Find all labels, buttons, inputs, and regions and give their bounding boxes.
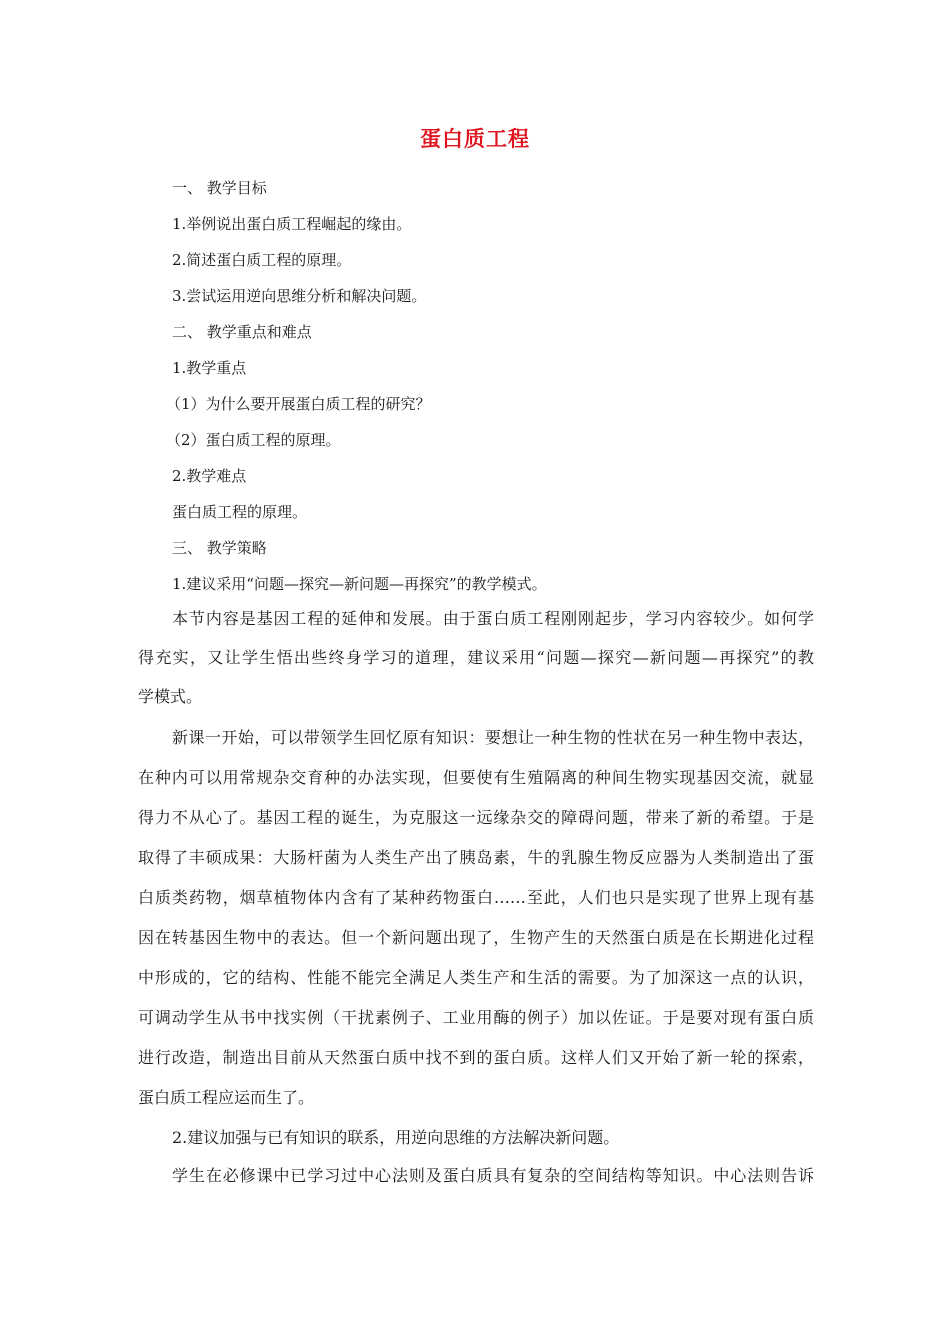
paragraph-1-line: 学模式。 [138,687,203,706]
paragraph-2-line: 在种内可以用常规杂交育种的办法实现，但要使有生殖隔离的种间生物实现基因交流，就显 [138,768,814,787]
paragraph-2-line: 新课一开始，可以带领学生回忆原有知识：要想让一种生物的性状在另一种生物中表达， [172,728,814,747]
paragraph-3-line: 学生在必修课中已学习过中心法则及蛋白质具有复杂的空间结构等知识。中心法则告诉 [172,1166,814,1185]
difficulty-heading: 2.教学难点 [172,467,247,485]
paragraph-2-line: 进行改造，制造出目前从天然蛋白质中找不到的蛋白质。这样人们又开始了新一轮的探索， [138,1048,814,1067]
objective-1: 1.举例说出蛋白质工程崛起的缘由。 [172,215,412,233]
key-points-heading: 1.教学重点 [172,359,247,377]
objective-2: 2.简述蛋白质工程的原理。 [172,251,352,269]
objective-3: 3.尝试运用逆向思维分析和解决问题。 [172,287,427,305]
page-title: 蛋白质工程 [420,127,530,151]
paragraph-2-line: 蛋白质工程应运而生了。 [138,1088,315,1107]
paragraph-2-line: 取得了丰硕成果：大肠杆菌为人类生产出了胰岛素，牛的乳腺生物反应器为人类制造出了蛋 [138,848,814,867]
difficulty-text: 蛋白质工程的原理。 [172,503,308,521]
paragraph-2-line: 得力不从心了。基因工程的诞生，为克服这一远缘杂交的障碍问题，带来了新的希望。于是 [138,808,814,827]
section-heading-3: 三、 教学策略 [172,539,267,557]
strategy-2: 2.建议加强与已有知识的联系，用逆向思维的方法解决新问题。 [172,1128,620,1147]
section-heading-2: 二、 教学重点和难点 [172,323,312,341]
paragraph-2-line: 可调动学生从书中找实例（干扰素例子、工业用酶的例子）加以佐证。于是要对现有蛋白质 [138,1008,814,1027]
paragraph-1-line: 本节内容是基因工程的延伸和发展。由于蛋白质工程刚刚起步，学习内容较少。如何学 [172,609,814,628]
paragraph-2-line: 因在转基因生物中的表达。但一个新问题出现了，生物产生的天然蛋白质是在长期进化过程 [138,928,814,947]
key-point-2: （2）蛋白质工程的原理。 [166,431,341,449]
paragraph-2-line: 中形成的，它的结构、性能不能完全满足人类生产和生活的需要。为了加深这一点的认识， [138,968,814,987]
strategy-1: 1.建议采用“问题—探究—新问题—再探究”的教学模式。 [172,575,547,593]
paragraph-1-line: 得充实，又让学生悟出些终身学习的道理，建议采用“问题—探究—新问题—再探究”的教 [138,648,814,667]
section-heading-1: 一、 教学目标 [172,179,267,197]
key-point-1: （1）为什么要开展蛋白质工程的研究？ [166,395,431,413]
paragraph-2-line: 白质类药物，烟草植物体内含有了某种药物蛋白……至此，人们也只是实现了世界上现有基 [138,888,814,907]
